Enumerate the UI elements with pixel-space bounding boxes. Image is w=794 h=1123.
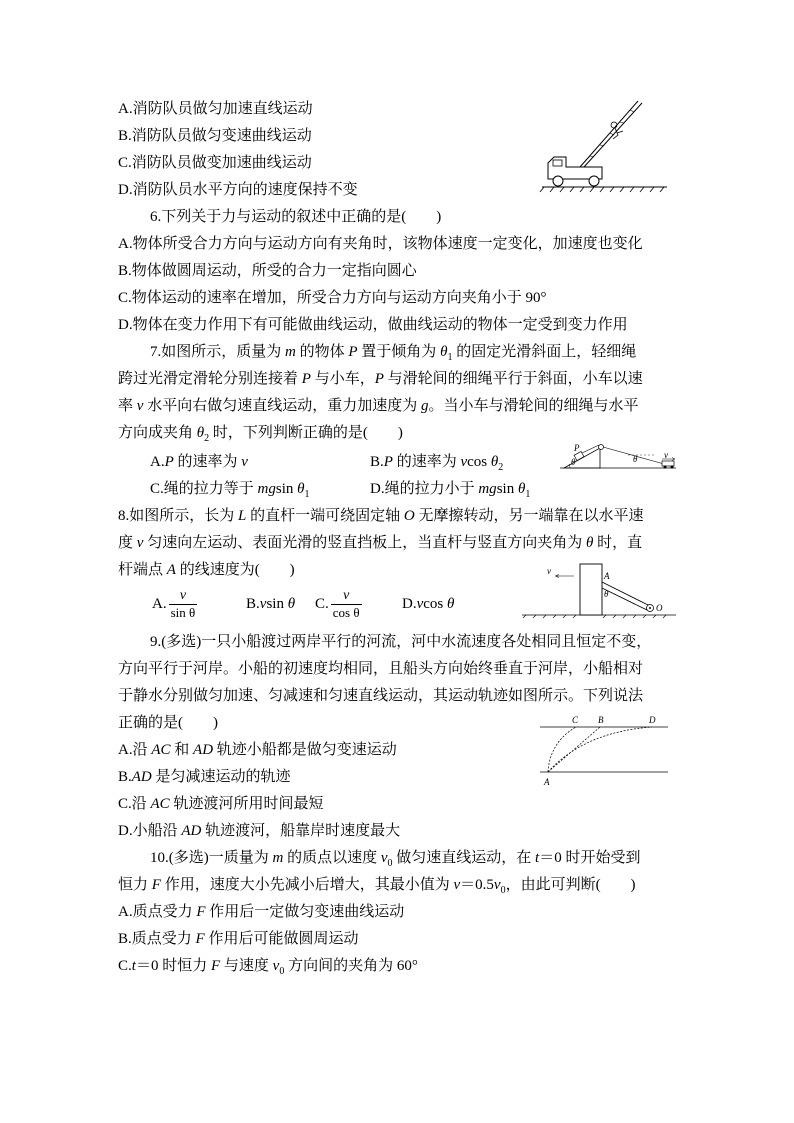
q6-stem: 6.下列关于力与运动的叙述中正确的是( ) [150,209,442,225]
q8-stem-line3: 杆端点 A 的线速度为( ) [118,562,295,578]
fig8-label-a: A [604,571,610,581]
q5-option-d: D.消防队员水平方向的速度保持不变 [118,182,358,198]
q7-stem-line4: 方向成夹角 $\theta_2$ 时，下列判断正确的是( ) [118,425,403,444]
q9-option-a: A.沿 AC 和 AD 轨迹小船都是做匀变速运动 [118,742,397,758]
fig7-label-v: v [664,450,668,460]
fig9-label-c: C [572,715,579,725]
fig9-label-a: A [544,777,550,787]
fig7-label-theta2: θ [633,454,638,464]
q9-stem-line4: 正确的是( ) [118,715,218,731]
q7-option-c: C.绳的拉力等于 mgsin $\theta_1$ [150,481,310,500]
q7-option-a: A.P 的速率为 v [150,454,248,470]
incline-pulley-figure [558,440,680,472]
fig7-label-p: P [574,443,580,453]
q8-option-c: C. $\frac{v}{\text{cos θ}}$ [315,588,360,621]
q10-stem-line2: 恒力 F 作用，速度大小先减小后增大，其最小值为 $v=0.5v_0$，由此可判断( ) [118,877,636,896]
q8-option-a: A. $\frac{v}{\text{sin θ}}$ [152,588,196,621]
q6-option-d: D.物体在变力作用下有可能做曲线运动，做曲线运动的物体一定受到变力作用 [118,317,628,333]
q7-stem-line3: 率 v 水平向右做匀速直线运动，重力加速度为 g。当小车与滑轮间的细绳与水平 [118,398,639,414]
q7-stem-line1: 7.如图所示，质量为 m 的物体 P 置于倾角为 $\theta_1$ 的固定光滑斜面上，轻细绳 [150,344,637,363]
q10-stem-line1: 10.(多选)一质量为 m 的质点以速度 $v_0$ 做匀速直线运动，在 t＝0 时开始受到 [150,850,641,869]
q8-option-c-fraction: $\frac{v}{\text{cos θ}}$ [332,588,360,621]
q6-option-c: C.物体运动的速率在增加，所受合力方向与运动方向夹角小于 90° [118,290,547,306]
q9-option-d: D.小船沿 AD 轨迹渡河，船靠岸时速度最大 [118,823,401,839]
fig9-label-d: D [649,715,656,725]
q8-option-b: B.vsin θ [246,596,296,612]
q7-option-b: B.P 的速率为 vcos $\theta_2$ [370,454,504,473]
q5-option-c: C.消防队员做变加速曲线运动 [118,155,312,171]
q10-option-b: B.质点受力 F 作用后可能做圆周运动 [118,931,359,947]
q5-option-b: B.消防队员做匀变速曲线运动 [118,128,312,144]
q7-stem-line2: 跨过光滑定滑轮分别连接着 P 与小车，P 与滑轮间的细绳平行于斜面，小车以速 [118,371,643,387]
q9-option-c: C.沿 AC 轨迹渡河所用时间最短 [118,796,324,812]
q7-option-d: D.绳的拉力小于 mgsin $\theta_1$ [370,481,531,500]
rod-wall-figure [520,560,680,618]
fig7-label-theta1: θ [571,457,576,467]
q9-option-b: B.AD 是匀减速运动的轨迹 [118,769,291,785]
river-trajectory-figure [536,712,672,790]
q8-stem-line1: 8.如图所示，长为 L 的直杆一端可绕固定轴 O 无摩擦转动，另一端靠在以水平速 [118,508,644,524]
fig8-label-theta: θ [604,589,609,599]
q5-option-a: A.消防队员做匀加速直线运动 [118,101,313,117]
q8-stem-line2: 度 v 匀速向左运动、表面光滑的竖直挡板上，当直杆与竖直方向夹角为 θ 时，直 [118,535,643,551]
fig8-label-o: O [656,603,663,613]
fire-truck-figure [520,95,670,195]
q6-option-b: B.物体做圆周运动，所受的合力一定指向圆心 [118,263,417,279]
fig9-label-b: B [598,715,604,725]
q8-option-a-fraction: $\frac{v}{\text{sin θ}}$ [170,588,196,621]
q9-stem-line3: 于静水分别做匀加速、匀减速和匀速直线运动，其运动轨迹如图所示。下列说法 [118,688,644,704]
q10-option-a: A.质点受力 F 作用后一定做匀变速曲线运动 [118,904,405,920]
fig8-label-v: v [547,566,551,576]
q9-stem-line1: 9.(多选)一只小船渡过两岸平行的河流，河中水流速度各处相同且恒定不变， [150,634,652,650]
q9-stem-line2: 方向平行于河岸。小船的初速度均相同，且船头方向始终垂直于河岸，小船相对 [118,661,644,677]
q10-option-c: C.t＝0 时恒力 F 与速度 $v_0$ 方向间的夹角为 60° [118,958,418,977]
q8-option-d: D.vcos θ [402,596,455,612]
q6-option-a: A.物体所受合力方向与运动方向有夹角时，该物体速度一定变化，加速度也变化 [118,236,643,252]
